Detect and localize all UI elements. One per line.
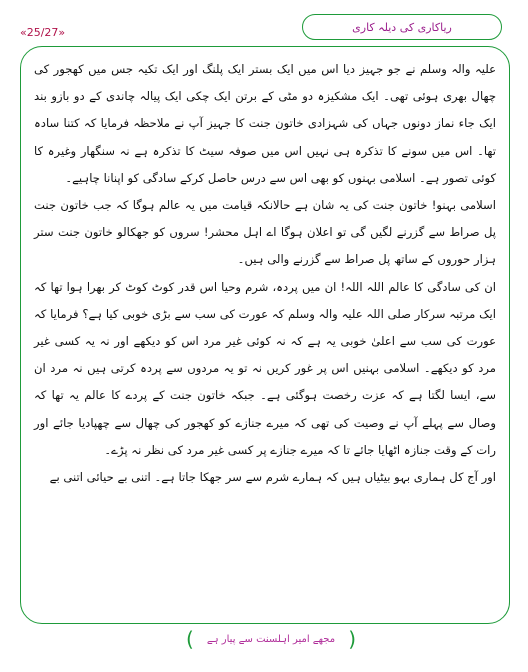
page-counter: «25/27» — [20, 26, 66, 39]
page-title-box — [302, 14, 502, 40]
paragraph: ان کی سادگی کا عالم اللہ اللہ! ان میں پردہ، شرم وحیا اس قدر کوٹ کوٹ کر بھرا ہوا تھا کہ ایک مرتبہ سرکار صلی اللہ علیہ والہ وسلم کہ عورت کی سب سے بڑی خوبی کیا ہے؟ فرمایا کہ عورت کی سب سے اعلیٰ خوبی یہ ہے کہ نہ کوئی غیر مرد اس کو دیکھے اور نہ یہ کسی غیر مرد کو دیکھے۔ اسلامی بہنیں اس پر غور کریں نہ تو یہ مردوں سے پردہ کرتی ہیں نہ مرد ان سے، ایسا لگتا ہے کہ عزت رخصت ہوگئی ہے۔ جبکہ خاتون جنت کے پردے کا عالم یہ تھا کہ وصال سے پہلے آپ نے وصیت کی تھی کہ میرے جنازے کو کھجور کی چھال سے چھپادیا جائے اور رات کے وقت جنازہ اٹھایا جائے تا کہ میرے جنازے پر کسی غیر مرد کی نظر نہ پڑے۔ — [34, 279, 496, 457]
footer-left-bracket: ( — [186, 627, 194, 651]
footer — [186, 628, 356, 650]
footer-label: مجھے امیر اہلسنت سے پیار ہے — [206, 633, 336, 645]
paragraph: اور آج کل ہماری بہو بیٹیاں ہیں کہ ہمارے شرم سے سر جھکا جاتا ہے۔ اتنی بے حیائی اتنی بے — [49, 470, 496, 485]
paragraph: علیہ والہ وسلم نے جو جہیز دیا اس میں ایک بستر ایک پلنگ اور ایک تکیہ جس میں کھجور کی چھال بھری ہوئی تھی۔ ایک مشکیزہ دو مٹی کے برتن ایک چکی ایک پیالہ چاندی کے دو بازو بند ایک جاء نماز دونوں جہاں کی شہزادی خاتون جنت کا جہیز آپ نے ملاحظہ فرمایا کہ کتنا سادہ تھا۔ اس میں سونے کا تذکرہ ہی نہیں اس میں صوفہ سیٹ کا تذکرہ ہے نہ سنگھار وغیرہ کا کوئی تصور ہے۔ اسلامی بہنوں کو بھی اس سے درس حاصل کرکے سادگی کو اپنانا چاہیے۔ — [34, 62, 496, 185]
paragraph: اسلامی بہنو! خاتون جنت کی یہ شان ہے حالانکہ قیامت میں یہ عالم ہوگا کہ جب خاتون جنت پل صراط سے گزرنے لگیں گی تو اعلان ہوگا اے اہل محشر! سروں کو جھکالو خاتون جنت ستر ہزار حوروں کے ساتھ پل صراط سے گزرنے والی ہیں۔ — [34, 198, 496, 267]
page-title: ریاکاری کی دیلہ کاری — [352, 20, 452, 34]
body-text — [34, 56, 496, 491]
footer-right-bracket: ) — [348, 627, 356, 651]
